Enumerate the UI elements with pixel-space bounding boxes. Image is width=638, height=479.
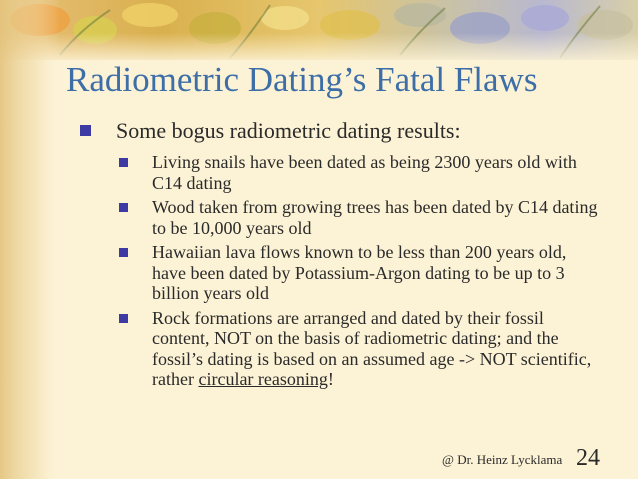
sub-bullet-text: Living snails have been dated as being 2300 years old with C14 dating bbox=[152, 152, 577, 193]
sub-bullet-item bbox=[116, 152, 602, 193]
sub-bullet-item bbox=[116, 197, 602, 238]
page-number: 24 bbox=[576, 445, 600, 471]
decorative-floral-banner bbox=[0, 0, 638, 60]
circular-reasoning-link[interactable]: circular reasoning bbox=[198, 369, 328, 389]
slide-body bbox=[80, 118, 620, 394]
sub-bullet-text: Wood taken from growing trees has been dated by C14 dating to be 10,000 years old bbox=[152, 197, 598, 238]
sub-bullet-text: Hawaiian lava flows known to be less than 200 years old, have been dated by Potassium-Argon dating to be up to 3 billion years old bbox=[152, 242, 567, 303]
main-bullet-text: Some bogus radiometric dating results: bbox=[116, 118, 461, 143]
square-bullet-icon bbox=[119, 314, 128, 323]
decorative-left-strip bbox=[0, 0, 60, 479]
slide-title: Radiometric Dating’s Fatal Flaws bbox=[66, 60, 538, 99]
sub-bullet-item bbox=[116, 242, 602, 304]
main-bullet bbox=[80, 118, 620, 144]
sub-bullet-text-before: Rock formations are arranged and dated by their fossil content, NOT on the basis of radiometric dating; and the fossil’s dating is based on an assumed age -> NOT scientific, rather bbox=[152, 307, 592, 389]
sub-bullet-list bbox=[116, 152, 620, 390]
square-bullet-icon bbox=[80, 125, 91, 136]
sub-bullet-item bbox=[116, 308, 602, 390]
square-bullet-icon bbox=[119, 203, 128, 212]
footer-author: @ Dr. Heinz Lycklama bbox=[442, 452, 563, 467]
square-bullet-icon bbox=[119, 158, 128, 167]
square-bullet-icon bbox=[119, 248, 128, 257]
sub-bullet-text-after: ! bbox=[327, 369, 334, 389]
